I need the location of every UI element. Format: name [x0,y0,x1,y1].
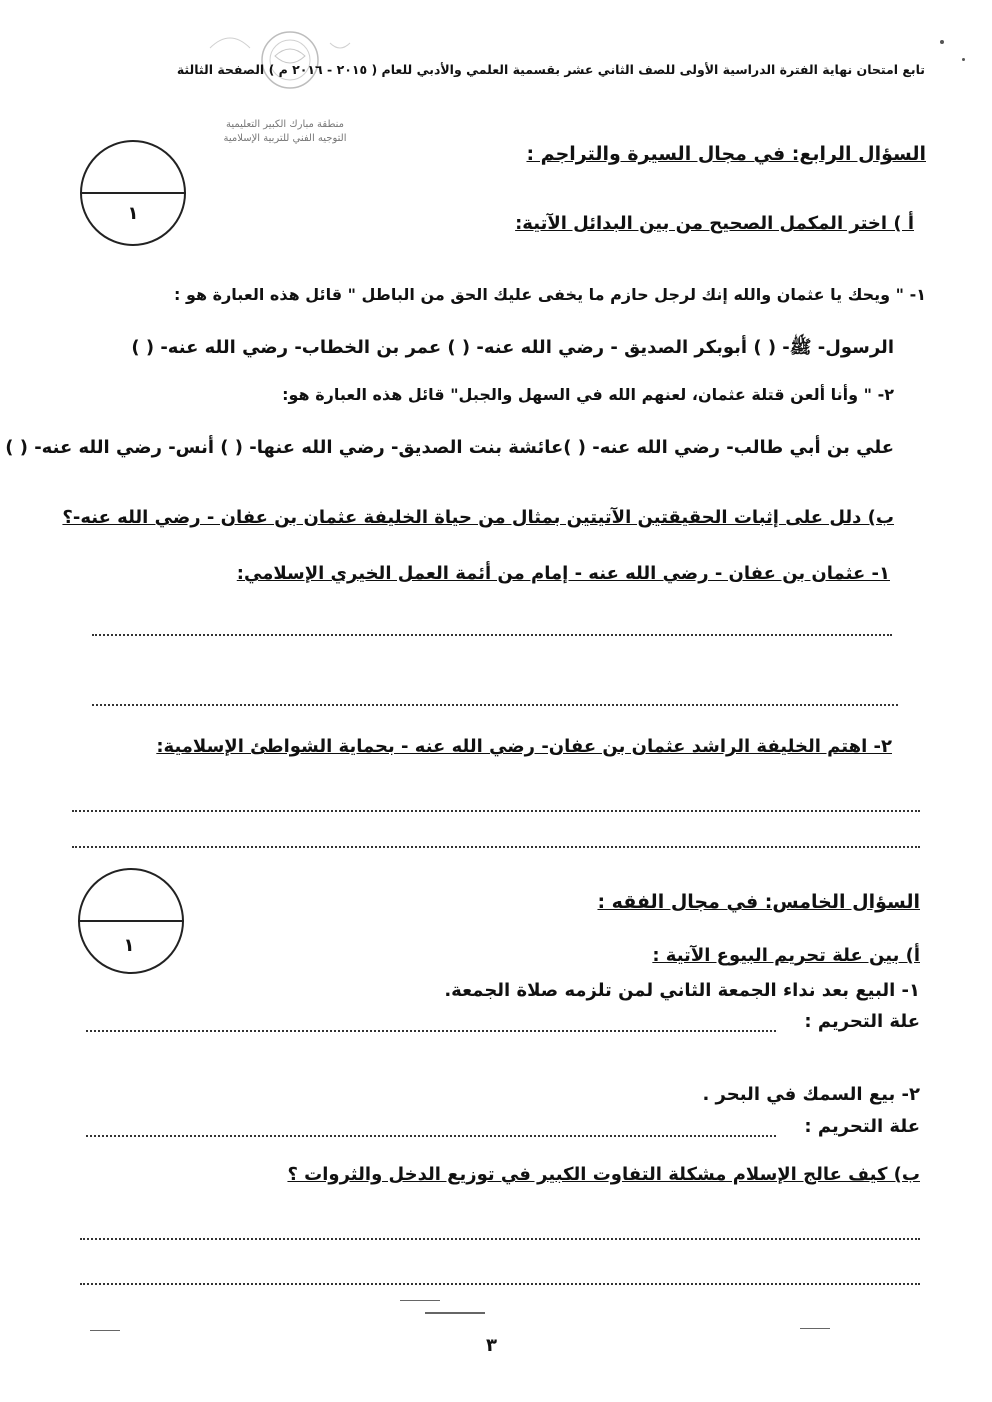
q4-item2-options: علي بن أبي طالب- رضي الله عنه- ( )عائشة بنت الصديق- رضي الله عنها- ( ) أنس- رضي الله عنه- ( ) [5,437,894,458]
answer-line[interactable] [80,1283,920,1285]
official-stamp-icon [200,18,360,178]
q5-item1-reason-label: علة التحريم : [804,1011,920,1032]
score-circle-divider [78,920,184,922]
scan-speck [962,58,965,61]
answer-line[interactable] [86,1030,776,1032]
scan-mark [400,1300,440,1301]
q5-part-a-title: أ) بين علة تحريم البيوع الآتية : [652,945,920,966]
score-value-q5: ١ [123,935,135,956]
scan-mark [90,1330,120,1331]
page-header: تابع امتحان نهاية الفترة الدراسية الأولى للصف الثاني عشر بقسمية العلمي والأدبي للعام ( ٢٠١٥ - ٢٠١٦ م ) الصفحة الثالثة [176,62,925,77]
q5-item2-reason-label: علة التحريم : [804,1116,920,1137]
q4-part-a-title: أ ) اختر المكمل الصحيح من بين البدائل الآتية: [515,213,914,234]
q5-item1: ١- البيع بعد نداء الجمعة الثاني لمن تلزمه صلاة الجمعة. [444,980,920,1001]
stamp-line-2: التوجيه الفني للتربية الإسلامية [223,133,347,144]
scan-mark [425,1312,485,1314]
q4-part-b-title: ب) دلل على إثبات الحقيقتين الآتيتين بمثال من حياة الخليفة عثمان بن عفان - رضي الله عنه-؟ [62,507,894,528]
q4-title: السؤال الرابع: في مجال السيرة والتراجم : [526,143,926,165]
q4-item1-options: الرسول- ﷺ- ( ) أبوبكر الصديق - رضي الله عنه- ( ) عمر بن الخطاب- رضي الله عنه- ( ) [131,337,894,358]
answer-line[interactable] [72,810,920,812]
scan-mark [800,1328,830,1329]
scan-speck [940,40,944,44]
answer-line[interactable] [72,846,920,848]
answer-line[interactable] [92,704,898,706]
q4-fact2: ٢- اهتم الخليفة الراشد عثمان بن عفان- رضي الله عنه - بحماية الشواطئ الإسلامية: [156,736,892,757]
answer-line[interactable] [92,634,892,636]
q4-item2-question: ٢- " وأنا ألعن قتلة عثمان، لعنهم الله في السهل والجبل" قائل هذه العبارة هو: [282,385,894,404]
q5-item2: ٢- بيع السمك في البحر . [702,1084,920,1105]
score-value-q4: ١ [127,203,139,224]
page-number: ٣ [486,1335,497,1356]
q4-fact1: ١- عثمان بن عفان - رضي الله عنه - إمام من أئمة العمل الخيري الإسلامي: [236,563,890,584]
answer-line[interactable] [80,1238,920,1240]
q5-part-b-title: ب) كيف عالج الإسلام مشكلة التفاوت الكبير في توزيع الدخل والثروات ؟ [287,1164,920,1185]
answer-line[interactable] [86,1135,776,1137]
score-circle-divider [80,192,186,194]
stamp-text [215,118,355,146]
q4-item1-question: ١- " ويحك يا عثمان والله إنك لرجل حازم ما يخفى عليك الحق من الباطل " قائل هذه العبارة هو : [173,285,926,304]
stamp-line-1: منطقة مبارك الكبير التعليمية [225,119,345,130]
q5-title: السؤال الخامس: في مجال الفقه : [597,891,920,913]
